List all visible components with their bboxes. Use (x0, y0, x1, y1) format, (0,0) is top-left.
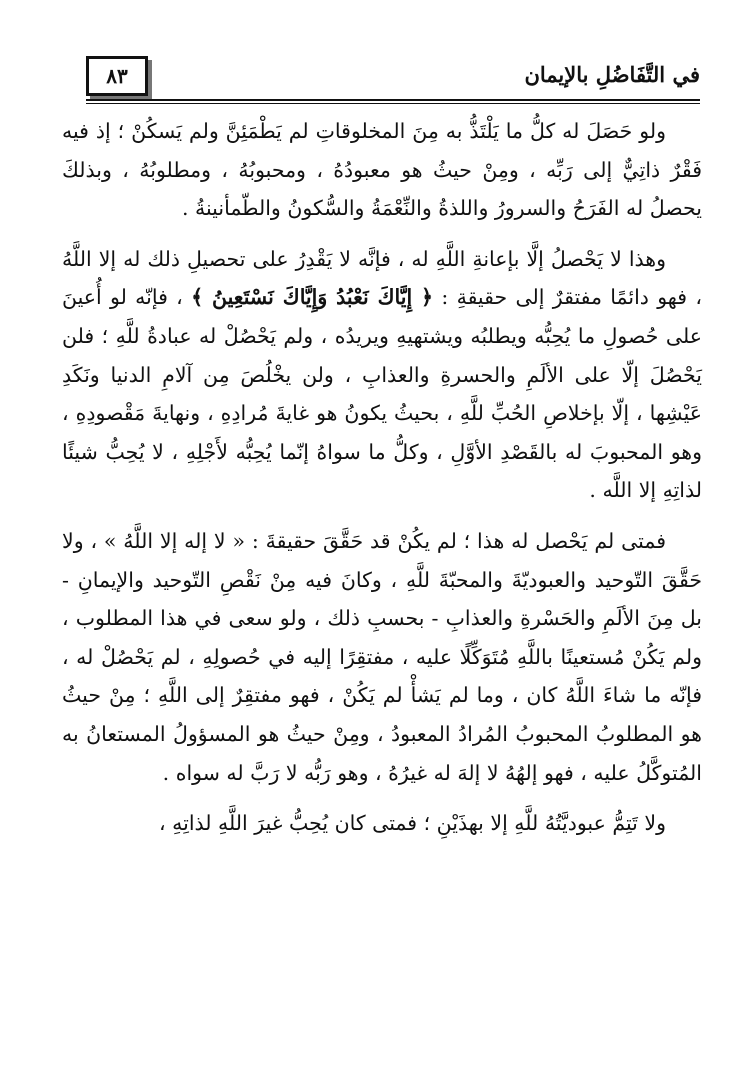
body-text (62, 112, 702, 843)
paragraph-3: فمتى لم يَحْصل له هذا ؛ لم يكُنْ قد حَقَّقَ حقيقةَ : « لا إله إلا اللَّهُ » ، ولا حَقَّقَ التّوحيد والعبوديّةَ والمحبّةَ للَّهِ ، وكانَ فيه مِنْ نَقْصِ التّوحيد والإيمانِ - بل مِنَ الألَمِ والحَسْرةِ والعذابِ - بحسبِ ذلك ، ولو سعى في هذا المطلوب ، ولم يَكُنْ مُستعينًا باللَّهِ مُتَوَكِّلًا عليه ، مفتقِرًا إليه في حُصولِهِ ، لم يَحْصُلْ له ، فإنّه ما شاءَ اللَّهُ كان ، وما لم يَشأْ لم يَكُنْ ، فهو مفتقِرٌ إلى اللَّهِ ؛ مِنْ حيثُ هو المطلوبُ المحبوبُ المُرادُ المعبودُ ، ومِنْ حيثُ هو المسؤولُ المستعانُ به المُتوكَّلُ عليه ، فهو إلهُهُ لا إلهَ له غيرُهُ ، وهو رَبُّه لا رَبَّ له سواه . (62, 528, 702, 785)
paragraph-2 (62, 240, 702, 510)
paragraph-4: ولا تَتِمُّ عبوديَّتُهُ للَّهِ إلا بهذَيْنِ ؛ فمتى كان يُحِبُّ غيرَ اللَّهِ لذاتِهِ ، (158, 811, 666, 836)
paragraph-2-text-before: وهذا لا يَحْصلُ إلَّا بإعانةِ اللَّهِ له ، فإنَّه لا يَقْدِرُ على تحصيلِ ذلك له إلا اللَّهُ ، فهو دائمًا مفتقرٌ إلى حقيقةِ : (62, 246, 702, 310)
paragraph-2-text-after: ، فإنّه لو أُعينَ على حُصولِ ما يُحِبُّه ويطلبُه ويشتهيهِ ويريدُه ، ولم يَحْصُلْ له عبادةُ للَّهِ ؛ فلن يَحْصُلَ إلّا على الألَمِ والحسرةِ والعذابِ ، ولن يخْلُصَ مِن آلامِ الدنيا ونَكَدِ عَيْشِها ، إلّا بإخلاصِ الحُبِّ للَّهِ ، بحيثُ يكونُ هو غايةَ مُرادِهِ ، ونهايةَ مَقْصودِهِ ، وهو المحبوبَ له بالقَصْدِ الأوَّلِ ، وكلُّ ما سواهُ إنّما يُحِبُّه لأَجْلِهِ ، لا يُحِبُّ شيئًا لذاتِهِ إلا اللَّه . (62, 285, 702, 503)
running-title: في التَّفَاضُلِ بالإيمان (524, 62, 700, 87)
quran-verse: ﴿ إِيَّاكَ نَعْبُدُ وَإِيَّاكَ نَسْتَعِينُ ﴾ (191, 285, 434, 310)
paragraph-1: ولو حَصَلَ له كلُّ ما يَلْتَذُّ به مِنَ المخلوقاتِ لم يَطْمَئِنَّ ولم يَسكُنْ ؛ إذ فيه فَقْرٌ ذاتِيٌّ إلى رَبِّه ، ومِنْ حيثُ هو معبودُهُ ، ومحبوبُهُ ، ومطلوبُهُ ، وبذلكَ يحصلُ له الفَرَحُ والسرورُ واللذةُ والنِّعْمَةُ والسُّكونُ والطّمأنينةُ . (62, 119, 702, 221)
page-number: ٨٣ (86, 56, 148, 96)
page-header (86, 52, 700, 100)
header-rule (86, 99, 700, 101)
header-rule-thin (86, 103, 700, 104)
